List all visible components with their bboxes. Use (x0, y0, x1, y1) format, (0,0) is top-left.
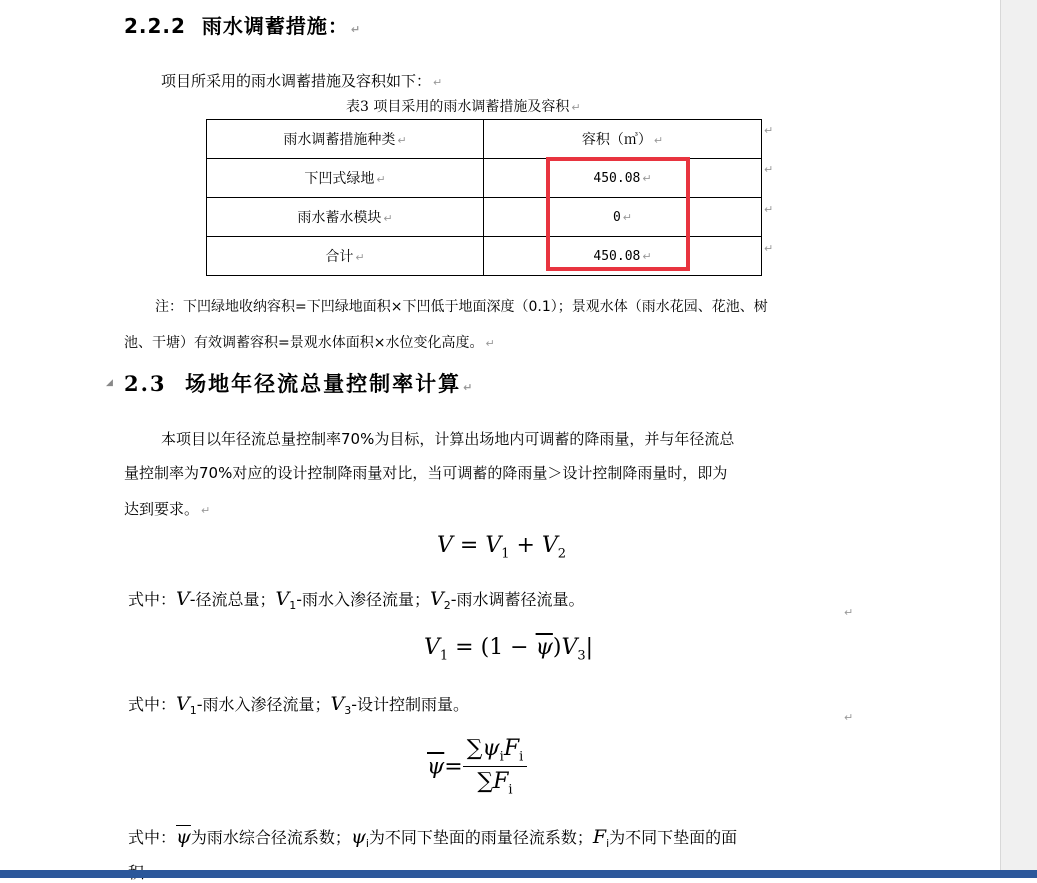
status-bar[interactable] (0, 870, 1037, 878)
formula-var: ∑ψ (466, 736, 500, 761)
def-prefix: 式中： (128, 828, 177, 847)
body-text: 达到要求。 (124, 500, 200, 518)
body-text: 本项目以年径流总量控制率70%为目标，计算出场地内可调蓄的降雨量，并与年径流总 (161, 430, 735, 448)
formula-var: V (424, 635, 440, 660)
section-heading-2-2-2 (124, 10, 361, 39)
paragraph-mark: ↵ (642, 171, 652, 185)
header-type: 雨水调蓄措施种类 (283, 132, 396, 148)
formula-const: 1 (489, 635, 504, 660)
formula-sub: 2 (557, 546, 567, 562)
formula-composite-coefficient: $\overline{\psi}=$ $\frac{\sum\psi_iF_i}{\sum F_i}$ (427, 736, 527, 798)
definition-line-2 (128, 692, 469, 717)
paragraph-mark: ↵ (433, 76, 443, 89)
body-line-2 (124, 462, 727, 483)
def-desc: -雨水调蓄径流量。 (450, 590, 585, 609)
collapse-triangle-icon[interactable]: ◢ (106, 378, 113, 388)
def-desc: -径流总量； (189, 590, 276, 609)
formula-var: V (561, 635, 578, 660)
paragraph-mark: ↵ (463, 381, 475, 394)
def-var: V (176, 588, 190, 610)
intro-paragraph (161, 70, 442, 91)
def-desc: -设计控制雨量。 (351, 695, 470, 714)
def-sub: 3 (344, 704, 352, 718)
paragraph-mark: ↵ (383, 212, 393, 225)
def-sub: 1 (189, 704, 197, 718)
formula-infiltration: $V_1 = (1 - \overline{\psi})V_3|$ (424, 635, 594, 664)
cell-value: 450.08 (593, 248, 641, 264)
def-var: V (430, 588, 444, 610)
formula-var: $\overline{\psi}$ (535, 635, 553, 660)
table-cell[interactable] (207, 198, 484, 237)
formula-var: V (437, 533, 453, 558)
formula-var: ∑F (477, 769, 509, 795)
formula-sub: 3 (577, 648, 586, 664)
highlight-box (546, 157, 690, 271)
cell-value: 0 (612, 209, 621, 225)
def-var: $\overline{\psi}$ (176, 826, 191, 848)
cell-value: 450.08 (593, 170, 641, 186)
intro-text: 项目所采用的雨水调蓄措施及容积如下： (161, 72, 432, 90)
fraction-denominator (463, 767, 528, 797)
def-var: ψ (350, 826, 366, 848)
cell-text: 下凹式绿地 (304, 171, 375, 187)
def-prefix: 式中： (128, 590, 177, 609)
table-note-line-2 (124, 332, 495, 352)
def-desc: -雨水入渗径流量； (196, 695, 331, 714)
body-text: 量控制率为70%对应的设计控制降雨量对比，当可调蓄的降雨量＞设计控制降雨量时，即为 (124, 464, 728, 482)
table-header-cell[interactable] (484, 120, 762, 159)
table-cell[interactable] (207, 237, 484, 276)
formula-sub: i (499, 749, 504, 765)
table-caption-text: 表3 项目采用的雨水调蓄措施及容积 (346, 99, 570, 115)
row-end-mark: ↵ (764, 124, 774, 137)
definition-line-1 (128, 587, 585, 612)
def-desc: 为不同下垫面的面 (609, 828, 738, 847)
formula-sub: 1 (501, 546, 510, 562)
paragraph-mark: ↵ (571, 101, 581, 114)
paragraph-mark: ↵ (485, 337, 495, 350)
formula-sub: 1 (439, 648, 449, 664)
cell-text: 合计 (325, 249, 354, 265)
note-text: 池、干塘）有效调蓄容积=景观水体面积×水位变化高度。 (124, 335, 484, 351)
paragraph-mark: ↵ (653, 134, 664, 147)
table-caption (346, 96, 581, 116)
cell-text: 雨水蓄水模块 (297, 210, 382, 226)
right-scroll-area[interactable] (1000, 0, 1037, 870)
def-prefix: 式中： (128, 695, 177, 714)
heading-title: 雨水调蓄措施： (201, 14, 349, 38)
table-header-row (207, 120, 762, 159)
paragraph-mark: ↵ (844, 606, 854, 619)
paragraph-mark: ↵ (355, 251, 365, 264)
heading-title: 场地年径流总量控制率计算 (185, 371, 462, 396)
formula-var: $\overline{\psi}$ (427, 754, 445, 780)
def-var: V (275, 588, 290, 610)
def-sub: 2 (443, 599, 451, 613)
def-var: V (330, 693, 345, 715)
body-line-1 (161, 428, 734, 449)
def-desc: 为不同下垫面的雨量径流系数； (368, 828, 593, 847)
formula-var: V (485, 533, 502, 558)
table-header-cell[interactable] (207, 120, 484, 159)
heading-number: 2.2.2 (124, 14, 186, 38)
note-text: 注：下凹绿地收纳容积=下凹绿地面积×下凹低于地面深度（0.1）；景观水体（雨水花园、花池、树 (155, 299, 768, 315)
row-end-mark: ↵ (764, 163, 774, 176)
def-sub: i (365, 837, 369, 851)
formula-fraction (463, 736, 528, 798)
def-desc: -雨水入渗径流量； (296, 590, 431, 609)
formula-var: V (541, 533, 558, 558)
formula-sub: i (519, 749, 524, 765)
fraction-numerator (463, 736, 528, 767)
def-sub: 1 (289, 599, 297, 613)
paragraph-mark: ↵ (376, 173, 386, 186)
definition-line-3 (128, 825, 737, 850)
row-end-mark: ↵ (764, 242, 774, 255)
row-end-mark: ↵ (764, 203, 774, 216)
body-line-3 (124, 498, 210, 519)
table-note-line-1 (155, 296, 768, 316)
table-cell[interactable] (207, 159, 484, 198)
formula-var: F (503, 736, 520, 761)
formula-total-runoff: $V = V_1 + V_2$ (437, 533, 567, 562)
paragraph-mark: ↵ (642, 249, 652, 263)
formula-sub: i (508, 782, 513, 798)
section-heading-2-3 (124, 368, 474, 398)
paragraph-mark: ↵ (350, 23, 362, 36)
def-var: F (592, 826, 607, 848)
heading-number: 2.3 (124, 371, 167, 396)
paragraph-mark: ↵ (622, 210, 633, 224)
def-desc: 为雨水综合径流系数； (190, 828, 351, 847)
header-volume: 容积（㎥） (581, 132, 652, 148)
def-var: V (176, 693, 190, 715)
paragraph-mark: ↵ (201, 504, 211, 517)
def-sub: i (606, 837, 610, 851)
paragraph-mark: ↵ (397, 134, 407, 147)
paragraph-mark: ↵ (844, 711, 854, 724)
